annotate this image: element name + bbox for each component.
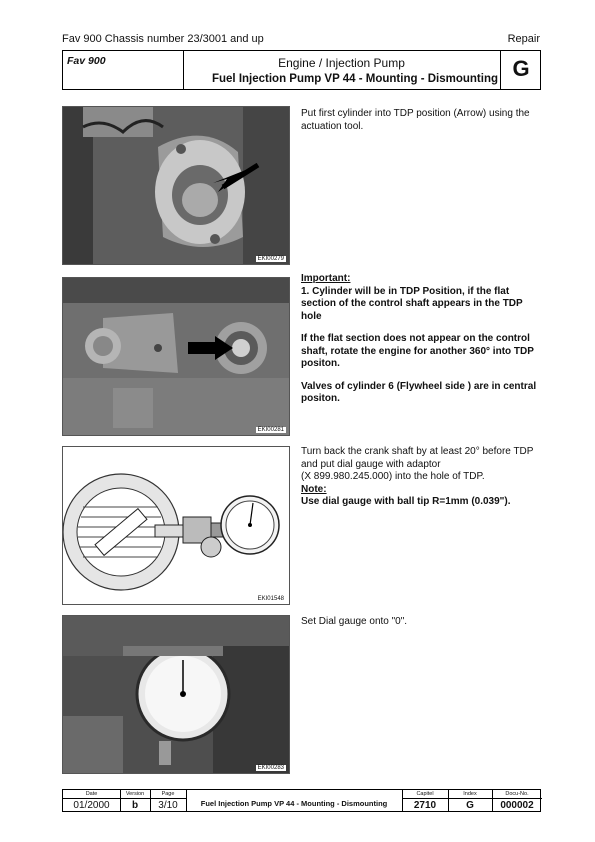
figure-code: EKI00279	[257, 256, 284, 262]
step-2-text	[301, 273, 541, 416]
figure-dial-gauge-photo	[62, 615, 290, 774]
figure-dial-gauge-drawing	[62, 446, 290, 605]
step-4-text	[301, 616, 541, 639]
important-point-2: If the flat section does not appear on the control shaft, rotate the engine for another 360° into TDP positon.	[301, 333, 534, 369]
footer-title: Fuel Injection Pump VP 44 - Mounting - Dismounting	[200, 799, 388, 808]
figure-code: EKI00283	[257, 765, 284, 771]
title-block	[62, 50, 541, 90]
model-label: Fav 900	[67, 55, 106, 67]
header-chassis-info: Fav 900 Chassis number 23/3001 and up	[62, 33, 264, 45]
footer-page: 3/10	[158, 800, 178, 811]
footer-index: G	[466, 800, 474, 811]
footer-date: 01/2000	[73, 800, 110, 811]
important-point-3: Valves of cylinder 6 (Flywheel side ) are in central positon.	[301, 380, 537, 404]
figure-tdp-hole-photo	[62, 106, 290, 265]
footer-docu-label: Docu-No.	[505, 791, 529, 797]
step-1-instruction: Put first cylinder into TDP position (Arrow) using the actuation tool.	[301, 108, 530, 132]
page-title: Fuel Injection Pump VP 44 - Mounting - Dismounting	[211, 73, 498, 85]
figure-code: EKI01548	[257, 596, 284, 602]
step-3-text	[301, 446, 541, 509]
footer-page-label: Page	[161, 791, 175, 797]
group-letter: G	[512, 56, 530, 81]
important-point-1: 1. Cylinder will be in TDP Position, if the flat section of the control shaft appears in the TDP hole	[301, 285, 523, 322]
footer-capitel: 2710	[413, 800, 437, 811]
footer-version: b	[131, 800, 139, 811]
note-text: Use dial gauge with ball tip R=1mm (0.039").	[301, 496, 511, 507]
figure-code: EKI00281	[257, 427, 284, 433]
step-4-instruction: Set Dial gauge onto "0".	[301, 616, 408, 627]
footer-version-label: Version	[125, 791, 145, 797]
section-title: Engine / Injection Pump	[278, 56, 405, 70]
important-heading: Important:	[301, 273, 351, 284]
footer-date-label: Date	[85, 791, 98, 797]
figure-control-shaft-photo	[62, 277, 290, 436]
note-heading: Note:	[301, 483, 327, 495]
footer-capitel-label: Capitel	[416, 791, 434, 797]
step-3-line-2: (X 899.980.245.000) into the hole of TDP.	[301, 471, 485, 482]
footer-docu: 000002	[500, 800, 534, 811]
step-1-text	[301, 108, 541, 143]
header-category: Repair	[507, 33, 540, 45]
footer-table	[62, 789, 541, 812]
footer-index-label: Index	[463, 791, 477, 797]
step-3-line-1: Turn back the crank shaft by at least 20° before TDP and put dial gauge with adaptor	[301, 446, 534, 470]
